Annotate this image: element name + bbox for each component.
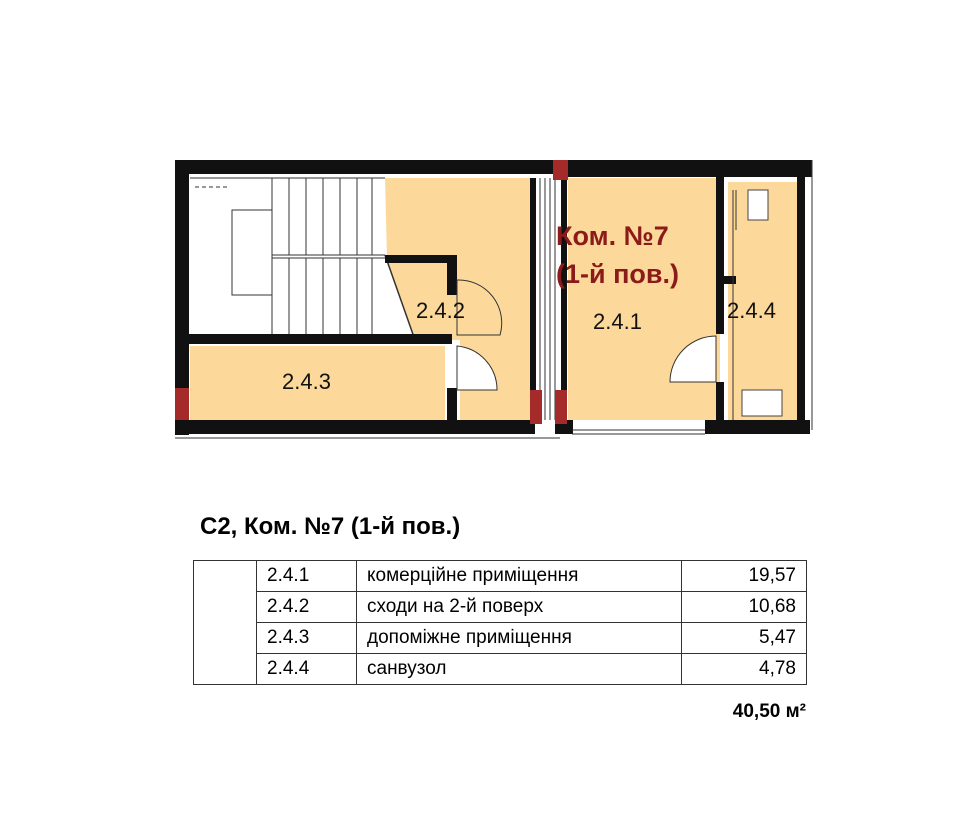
- wall-col-pair-right: [561, 178, 567, 420]
- stair-well: [232, 210, 272, 295]
- wall-bath-right: [797, 174, 805, 424]
- unit-heading: С2, Ком. №7 (1-й пов.): [200, 513, 461, 540]
- unit-title-line2: (1-й пов.): [556, 259, 679, 289]
- wall-stair-partition: [447, 255, 457, 295]
- room-number: 2.4.4: [257, 654, 357, 685]
- wall-bottom-right: [705, 420, 810, 434]
- wall-room3-right: [447, 388, 457, 422]
- blank-cell: [194, 561, 257, 685]
- room-name: сходи на 2-й поверх: [357, 592, 682, 623]
- room-area: 4,78: [682, 654, 807, 685]
- room-area: 19,57: [682, 561, 807, 592]
- wall-mid-horizontal: [189, 334, 452, 344]
- room-area: 5,47: [682, 623, 807, 654]
- room-name: санвузол: [357, 654, 682, 685]
- room-number: 2.4.3: [257, 623, 357, 654]
- table-row: [194, 654, 807, 685]
- wall-bottom-left: [175, 420, 535, 434]
- wall-top-right: [553, 160, 812, 177]
- sink: [742, 390, 782, 416]
- room-name: допоміжне приміщення: [357, 623, 682, 654]
- total-area: 40,50 м²: [732, 701, 806, 722]
- room-area-table: [193, 560, 807, 685]
- room-label-2-4-3: 2.4.3: [282, 369, 331, 394]
- wall-col-pair-left: [530, 178, 536, 420]
- staircase: [190, 178, 415, 340]
- unit-title-line1: Ком. №7: [556, 221, 669, 251]
- wall-bath-left-lower: [716, 382, 724, 422]
- column-mid-bottom-left: [530, 390, 542, 424]
- wall-bath-mid: [720, 276, 736, 284]
- room-label-2-4-2: 2.4.2: [416, 298, 465, 323]
- column-mid-top: [553, 160, 568, 180]
- room-number: 2.4.1: [257, 561, 357, 592]
- table-row: [194, 592, 807, 623]
- wall-bath-left-upper: [716, 174, 724, 334]
- wall-top-left: [175, 160, 553, 174]
- column-mid-bottom-right: [555, 390, 567, 424]
- room-label-2-4-4: 2.4.4: [727, 298, 776, 323]
- table-row: [194, 561, 807, 592]
- toilet: [748, 190, 768, 220]
- room-area: 10,68: [682, 592, 807, 623]
- column-left-bottom: [175, 388, 189, 420]
- table-row: [194, 623, 807, 654]
- room-name: комерційне приміщення: [357, 561, 682, 592]
- room-label-2-4-1: 2.4.1: [593, 309, 642, 334]
- room-number: 2.4.2: [257, 592, 357, 623]
- wall-stair-right: [385, 255, 457, 263]
- room-2-4-1-fill: [568, 178, 720, 420]
